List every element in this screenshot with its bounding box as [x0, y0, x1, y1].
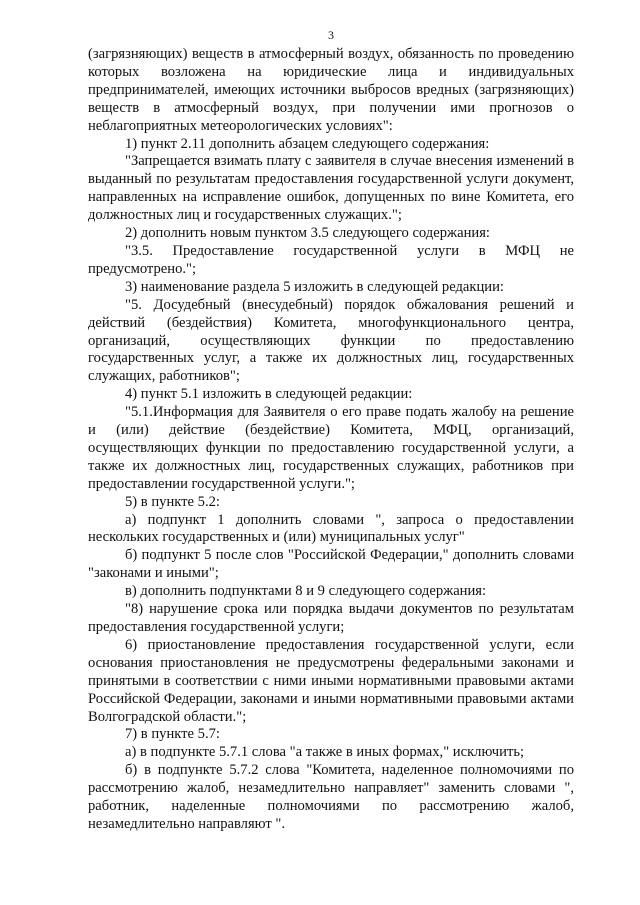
paragraph-item-4: 4) пункт 5.1 изложить в следующей редакции:: [125, 386, 413, 403]
paragraph-item-5: 5) в пункте 5.2:: [125, 493, 220, 510]
page-number: 3: [328, 28, 334, 42]
paragraph-sub-v: в) дополнить подпунктами 8 и 9 следующего содержания:: [125, 583, 487, 600]
paragraph-quote-section-5: "5. Досудебный (внесудебный) порядок обжалования решений и действий (бездействия) Комитета, многофункционального центра, организаций, осуществляющих функции по предоставлению государственных услуг, а также их должностных лиц, государственных служащих, работников";: [88, 296, 574, 385]
paragraph-sub-a: а) подпункт 1 дополнить словами ", запроса о предоставлении нескольких государственных и (или) муниципальных услуг": [88, 511, 574, 546]
paragraph-item-3: 3) наименование раздела 5 изложить в следующей редакции:: [125, 278, 504, 295]
paragraph-sub-b-5-7-2: б) в подпункте 5.7.2 слова "Комитета, наделенное полномочиями по рассмотрению жалоб, незамедлительно направляет" заменить словами ", работник, наделенные полномочиями по рассмотрению жалоб, незамедлительно направляют ".: [88, 762, 574, 832]
paragraph-continuation: (загрязняющих) веществ в атмосферный воздух, обязанность по проведению которых возложена на юридические лица и индивидуальных предпринимателей, имеющих источники выбросов вредных (загрязняющих) веществ в атмосферный воздух, при получении ими прогнозов о неблагоприятных метеорологических условиях":: [88, 46, 574, 134]
paragraph-item-7: 7) в пункте 5.7:: [125, 726, 220, 743]
paragraph-quote-2-11: "Запрещается взимать плату с заявителя в случае внесения изменений в выданный по результатам предоставления государственной услуги документ, направленных на исправление ошибок, допущенных по вине Комитета, его должностных лиц и государственных служащих.";: [88, 153, 574, 224]
paragraph-sub-b: б) подпункт 5 после слов "Российской Федерации," дополнить словами "законами и иными";: [88, 547, 574, 582]
paragraph-quote-6: 6) приостановление предоставления государственной услуги, если основания приостановления не предусмотрены федеральными законами и принятыми в соответствии с ними иными нормативными правовыми актами Российской Федерации, законами и иными нормативными правовыми актами Волгоградской области.";: [88, 636, 574, 725]
paragraph-sub-a-5-7-1: а) в подпункте 5.7.1 слова "а также в иных формах," исключить;: [125, 744, 525, 761]
document-page: [88, 28, 574, 834]
paragraph-quote-8: "8) нарушение срока или порядка выдачи документов по результатам предоставления государственной услуги;: [88, 601, 574, 635]
paragraph-item-2: 2) дополнить новым пунктом 3.5 следующего содержания:: [125, 225, 490, 242]
paragraph-quote-3-5: "3.5. Предоставление государственной услуги в МФЦ не предусмотрено.";: [88, 242, 574, 277]
paragraph-quote-5-1: "5.1.Информация для Заявителя о его праве подать жалобу на решение и (или) действие (бездействие) Комитета, МФЦ, организаций, осуществляющих функции по предоставлению государственной услуги, а также их должностных лиц, государственных служащих, работников при предоставлении государственной услуги.";: [88, 404, 574, 492]
paragraph-item-1: 1) пункт 2.11 дополнить абзацем следующего содержания:: [125, 135, 490, 152]
